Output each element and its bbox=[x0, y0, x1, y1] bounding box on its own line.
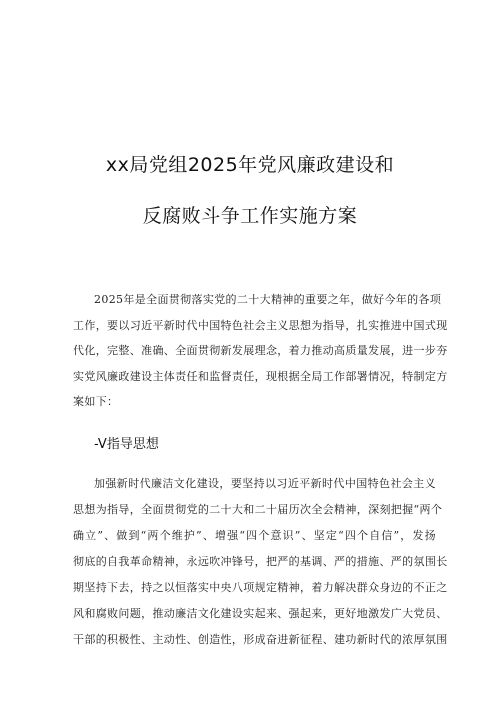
intro-paragraph-line: 案如下： bbox=[73, 395, 119, 408]
section-paragraph-line: 彻底的自我革命精神，永远吹冲锋号，把严的基调、严的措施、严的氛围长 bbox=[73, 555, 448, 568]
intro-paragraph-line: 实党风廉政建设主体责任和监督责任，现根据全局工作部署情况，特制定方 bbox=[73, 370, 448, 383]
section-paragraph-line: 确立”、做到“两个维护”、增强“四个意识”、坚定“四个自信”，发扬 bbox=[73, 529, 436, 542]
section-paragraph-line: 风和腐败问题，推动廉洁文化建设实起来、强起来，更好地激发广大党员、 bbox=[73, 607, 448, 620]
section-heading: -V指导思想 bbox=[94, 437, 159, 452]
section-paragraph-line: 期坚持下去，持之以恒落实中央八项规定精神，着力解决群众身边的不正之 bbox=[73, 581, 448, 594]
section-paragraph-line: 思想为指导，全面贯彻党的二十大和二十届历次全会精神，深刻把握“两个 bbox=[73, 503, 443, 516]
intro-paragraph-line: 工作，要以习近平新时代中国特色社会主义思想为指导，扎实推进中国式现 bbox=[73, 319, 448, 332]
document-title-line-1: xx局党组2025年党风廉政建设和 bbox=[105, 154, 395, 176]
section-paragraph-line: 加强新时代廉洁文化建设，要坚持以习近平新时代中国特色社会主义 bbox=[94, 477, 436, 490]
document-title-line-2: 反腐败斗争工作实施方案 bbox=[142, 205, 358, 227]
intro-paragraph-line: 代化，完整、准确、全面贯彻新发展理念，着力推动高质量发展，进一步夯 bbox=[73, 344, 448, 357]
intro-paragraph-line: 2025年是全面贯彻落实党的二十大精神的重要之年，做好今年的各项 bbox=[94, 293, 442, 306]
section-paragraph-line: 干部的积极性、主动性、创造性，形成奋进新征程、建功新时代的浓厚氛围 bbox=[73, 633, 448, 646]
